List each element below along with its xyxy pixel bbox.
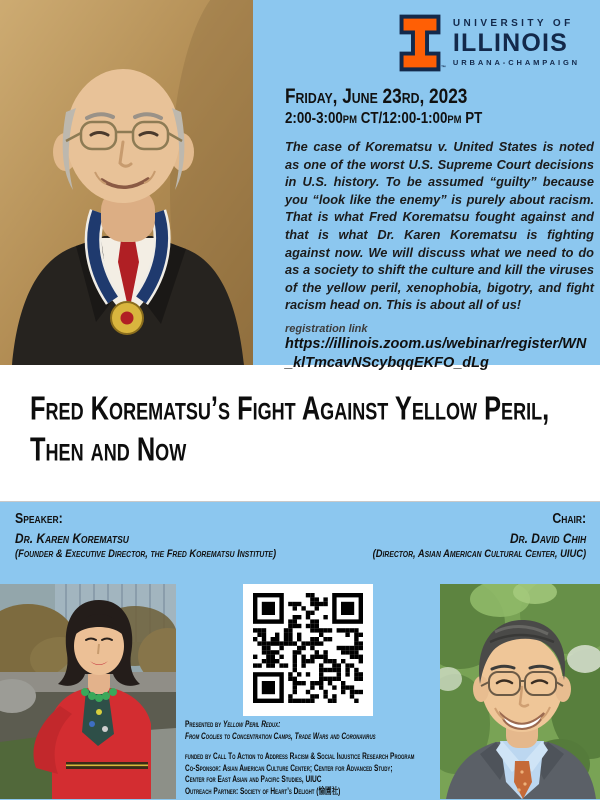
trademark-symbol: ™ xyxy=(440,65,446,71)
event-info-panel xyxy=(253,0,600,371)
chair-block xyxy=(373,511,586,584)
university-of-illinois-logo xyxy=(398,14,580,72)
speaker-affiliation: (Founder & Executive Director, the Fred Korematsu Institute) xyxy=(15,548,277,560)
chair-name: Dr. David Chih xyxy=(509,530,586,546)
cosponsor-line2: Center for East Asian and Pacific Studies, UIUC xyxy=(185,774,322,784)
chair-role-label: Chair: xyxy=(552,511,586,527)
top-section xyxy=(0,0,600,371)
qr-code xyxy=(253,593,363,708)
fred-korematsu-portrait-illustration xyxy=(0,0,253,365)
funded-by-line: funded by Call To Action to Address Racism & Social Injustice Research Program xyxy=(185,751,415,761)
outreach-partner-line: Outreach Partner: Society of Heart’s Delight (愉園社) xyxy=(185,785,341,796)
logo-university-of: UNIVERSITY OF xyxy=(452,18,574,30)
speaker-role-label: Speaker: xyxy=(15,511,63,527)
speaker-chair-band xyxy=(0,502,600,584)
logo-wordmark xyxy=(453,19,580,67)
fred-korematsu-photo xyxy=(0,0,253,365)
event-title-line2: Then and Now xyxy=(30,430,187,469)
series-title: Yellow Peril Redux: xyxy=(222,719,281,729)
speaker-block xyxy=(15,511,276,584)
karen-korematsu-portrait-illustration xyxy=(0,584,176,799)
illinois-block-i-icon xyxy=(398,14,446,72)
title-band xyxy=(0,365,600,502)
bottom-section xyxy=(0,584,600,799)
event-description: The case of Korematsu v. United States is noted as one of the worst U.S. Supreme Court decisions in U.S. history. To be assumed “guilty” because you “look like the enemy” is purely about racism. That is what Fred Korematsu fought against and that is what Dr. Karen Korematsu is fighting against now. We will discuss what we need to do as a society to shift the culture and kill the viruses of the yellow peril, xenophobia, bigotry, and fight racism head on. This is about all of us! xyxy=(285,139,594,313)
speaker-name: Dr. Karen Korematsu xyxy=(15,530,129,546)
event-date: Friday, June 23rd, 2023 xyxy=(285,85,468,108)
event-time: 2:00-3:00pm CT/12:00-1:00pm PT xyxy=(285,110,483,127)
karen-korematsu-photo xyxy=(0,584,176,799)
registration-url-link[interactable]: https://illinois.zoom.us/webinar/register/WN_klTmcavNScybqqEKFO_dLg xyxy=(285,335,587,371)
series-subtitle: From Coolies to Concentration Camps, Trade Wars and Coronavirus xyxy=(185,730,376,741)
event-title-line1: Fred Korematsu’s Fight Against Yellow Peril, xyxy=(30,389,550,428)
credits-block xyxy=(185,719,437,797)
qr-code-panel xyxy=(243,584,373,716)
david-chih-photo xyxy=(440,584,600,799)
block-i-glyph xyxy=(398,14,442,72)
credits-spacer xyxy=(185,742,437,751)
presented-by-line xyxy=(185,719,437,731)
cosponsor-line1: Co-Sponsor: Asian American Culture Center; Center for Advanced Study; xyxy=(185,762,393,773)
chair-affiliation: (Director, Asian American Cultural Center, UIUC) xyxy=(372,548,586,560)
logo-urbana-champaign: URBANA-CHAMPAIGN xyxy=(452,58,580,68)
logo-illinois: ILLINOIS xyxy=(452,29,569,58)
registration-link-label: registration link xyxy=(285,322,368,335)
david-chih-portrait-illustration xyxy=(440,584,600,799)
presented-by-prefix: Presented by xyxy=(185,719,222,729)
